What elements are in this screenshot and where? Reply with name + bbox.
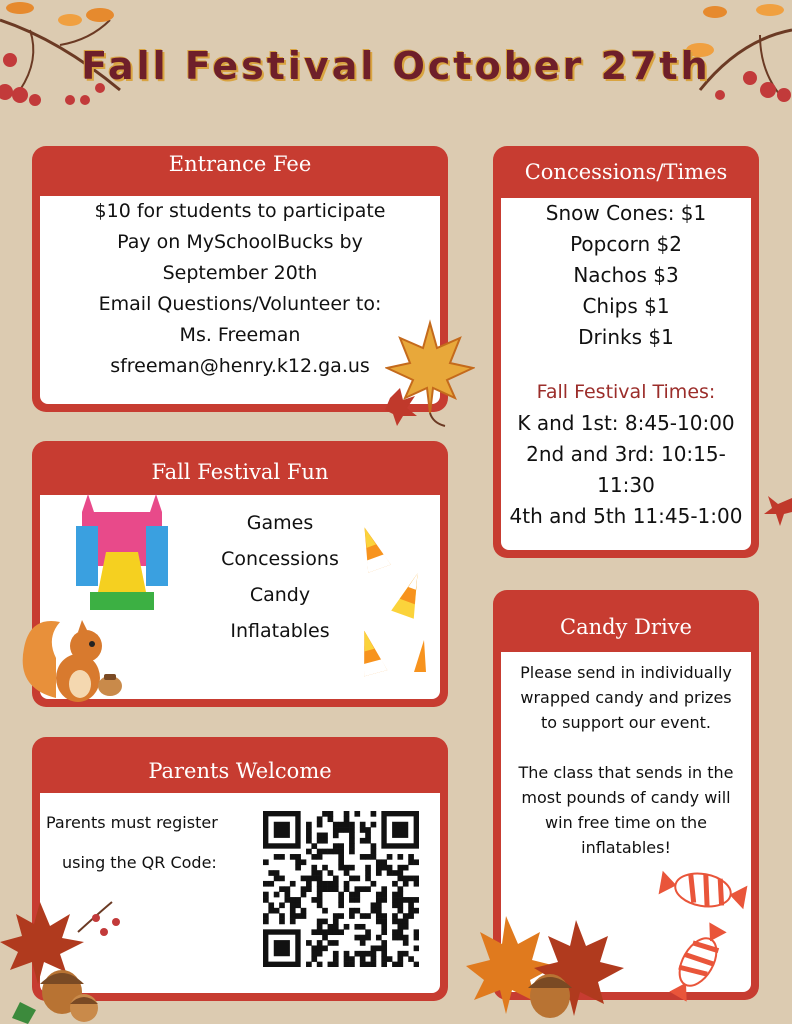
candy-line: win free time on the	[545, 813, 707, 832]
times-heading: Fall Festival Times:	[536, 381, 716, 403]
concession-item: Nachos $3	[573, 263, 679, 287]
squirrel-icon	[16, 608, 126, 708]
fun-item: Games	[246, 512, 314, 534]
concessions-body	[501, 198, 751, 550]
fee-line: Pay on MySchoolBucks by	[117, 231, 363, 253]
maple-leaf-icon	[385, 318, 475, 428]
small-leaf-icon	[764, 488, 792, 528]
concession-item: Chips $1	[582, 294, 670, 318]
candy-line: The class that sends in the	[518, 763, 734, 782]
wrapped-candy-icon	[658, 862, 748, 1002]
time-slot: 2nd and 3rd: 10:15-11:30	[526, 442, 726, 497]
parents-line: Parents must register	[46, 813, 218, 832]
concession-item: Drinks $1	[578, 325, 674, 349]
fee-line: Ms. Freeman	[179, 324, 301, 346]
entrance-fee-body	[40, 196, 440, 404]
entrance-fee-heading: Entrance Fee	[168, 152, 312, 176]
parents-welcome-heading: Parents Welcome	[148, 759, 332, 783]
festival-fun-heading: Fall Festival Fun	[151, 460, 329, 484]
concession-item: Snow Cones: $1	[545, 201, 707, 225]
concessions-card	[493, 146, 759, 558]
fun-item: Candy	[249, 584, 311, 606]
candy-line: to support our event.	[541, 713, 711, 732]
acorn-leaves-bottom-left	[0, 892, 130, 1024]
fee-line: September 20th	[162, 262, 318, 284]
fee-line: Email Questions/Volunteer to:	[98, 293, 382, 315]
candy-corn-icon	[350, 522, 450, 682]
fee-line: $10 for students to participate	[94, 200, 386, 222]
acorn-leaves-bottom-center	[466, 910, 636, 1024]
concession-item: Popcorn $2	[570, 232, 682, 256]
candy-line: most pounds of candy will	[521, 788, 731, 807]
candy-line: wrapped candy and prizes	[520, 688, 732, 707]
fun-item: Concessions	[221, 548, 339, 570]
time-slot: 4th and 5th 11:45-1:00	[509, 504, 743, 528]
candy-line: inflatables!	[581, 838, 671, 857]
candy-line: Please send in individually	[520, 663, 732, 682]
contact-email[interactable]: sfreeman@henry.k12.ga.us	[110, 355, 370, 377]
page-title: Fall Festival October 27th	[81, 44, 711, 88]
bounce-house-icon	[76, 492, 168, 612]
qr-code[interactable]	[263, 811, 419, 967]
fun-item: Inflatables	[230, 620, 330, 642]
parents-line: using the QR Code:	[62, 853, 217, 872]
concessions-heading: Concessions/Times	[524, 160, 728, 184]
candy-drive-heading: Candy Drive	[560, 615, 692, 639]
time-slot: K and 1st: 8:45-10:00	[517, 411, 735, 435]
